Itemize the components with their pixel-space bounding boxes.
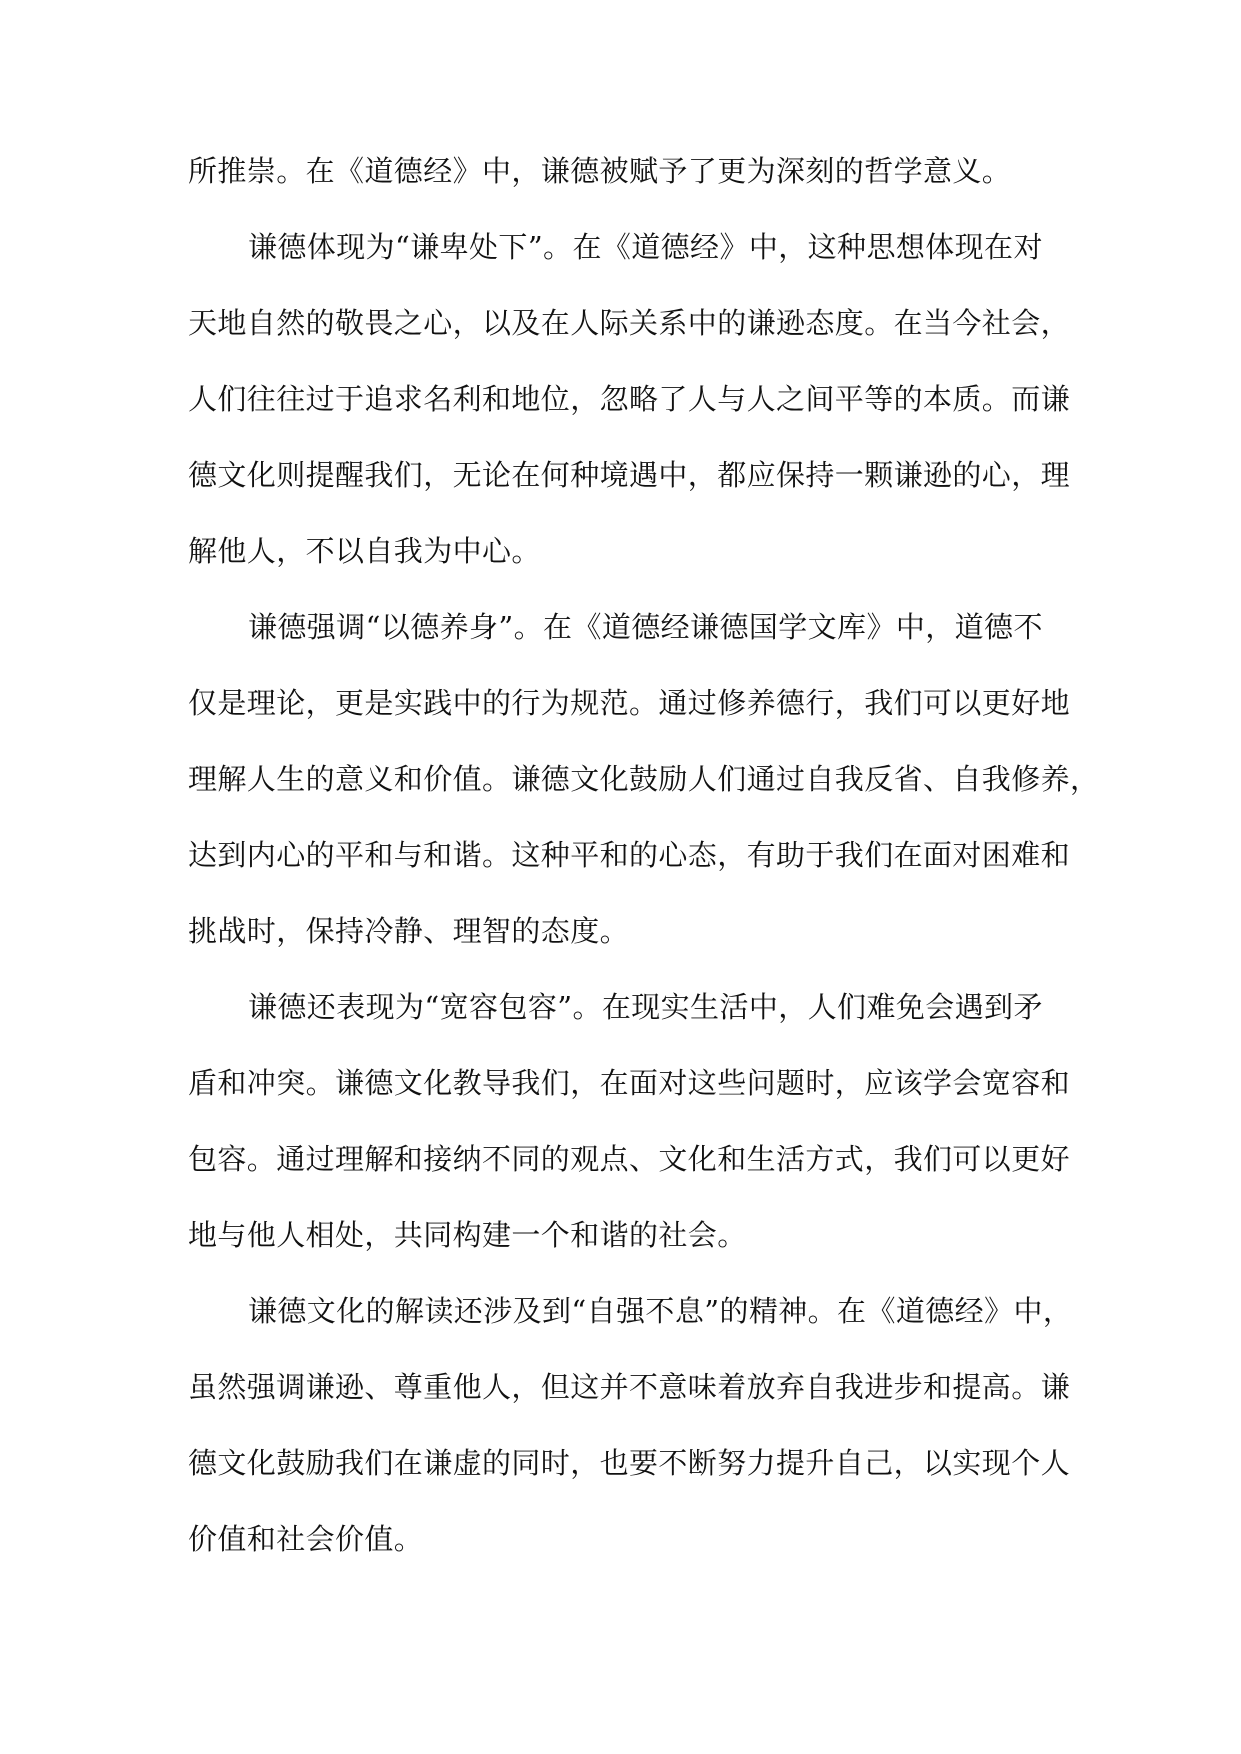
text-line: 虽然强调谦逊、尊重他人，但这并不意味着放弃自我进步和提高。谦 (188, 1370, 1071, 1404)
text-line: 仅是理论，更是实践中的行为规范。通过修养德行，我们可以更好地 (188, 686, 1071, 720)
paragraph-first-line: 谦德文化的解读还涉及到“自强不息”的精神。在《道德经》中， (248, 1294, 1073, 1328)
paragraph-first-line: 谦德还表现为“宽容包容”。在现实生活中，人们难免会遇到矛 (248, 990, 1043, 1024)
text-line: 达到内心的平和与和谐。这种平和的心态，有助于我们在面对困难和 (188, 838, 1071, 872)
text-line: 人们往往过于追求名利和地位，忽略了人与人之间平等的本质。而谦 (188, 382, 1071, 416)
text-line: 地与他人相处，共同构建一个和谐的社会。 (188, 1218, 747, 1252)
paragraph-first-line: 谦德体现为“谦卑处下”。在《道德经》中，这种思想体现在对 (248, 230, 1043, 264)
text-line: 挑战时，保持冷静、理智的态度。 (188, 914, 630, 948)
text-line: 德文化鼓励我们在谦虚的同时，也要不断努力提升自己，以实现个人 (188, 1446, 1071, 1480)
text-line: 盾和冲突。谦德文化教导我们，在面对这些问题时，应该学会宽容和 (188, 1066, 1071, 1100)
text-line: 解他人，不以自我为中心。 (188, 534, 541, 568)
text-line: 所推崇。在《道德经》中，谦德被赋予了更为深刻的哲学意义。 (188, 154, 1012, 188)
text-line: 价值和社会价值。 (188, 1522, 424, 1556)
paragraph-first-line: 谦德强调“以德养身”。在《道德经谦德国学文库》中，道德不 (248, 610, 1043, 644)
document-body (188, 133, 1100, 1577)
text-line: 德文化则提醒我们，无论在何种境遇中，都应保持一颗谦逊的心，理 (188, 458, 1071, 492)
text-line: 天地自然的敬畏之心，以及在人际关系中的谦逊态度。在当今社会， (188, 306, 1071, 340)
text-line: 包容。通过理解和接纳不同的观点、文化和生活方式，我们可以更好 (188, 1142, 1071, 1176)
text-line: 理解人生的意义和价值。谦德文化鼓励人们通过自我反省、自我修养， (188, 762, 1100, 796)
